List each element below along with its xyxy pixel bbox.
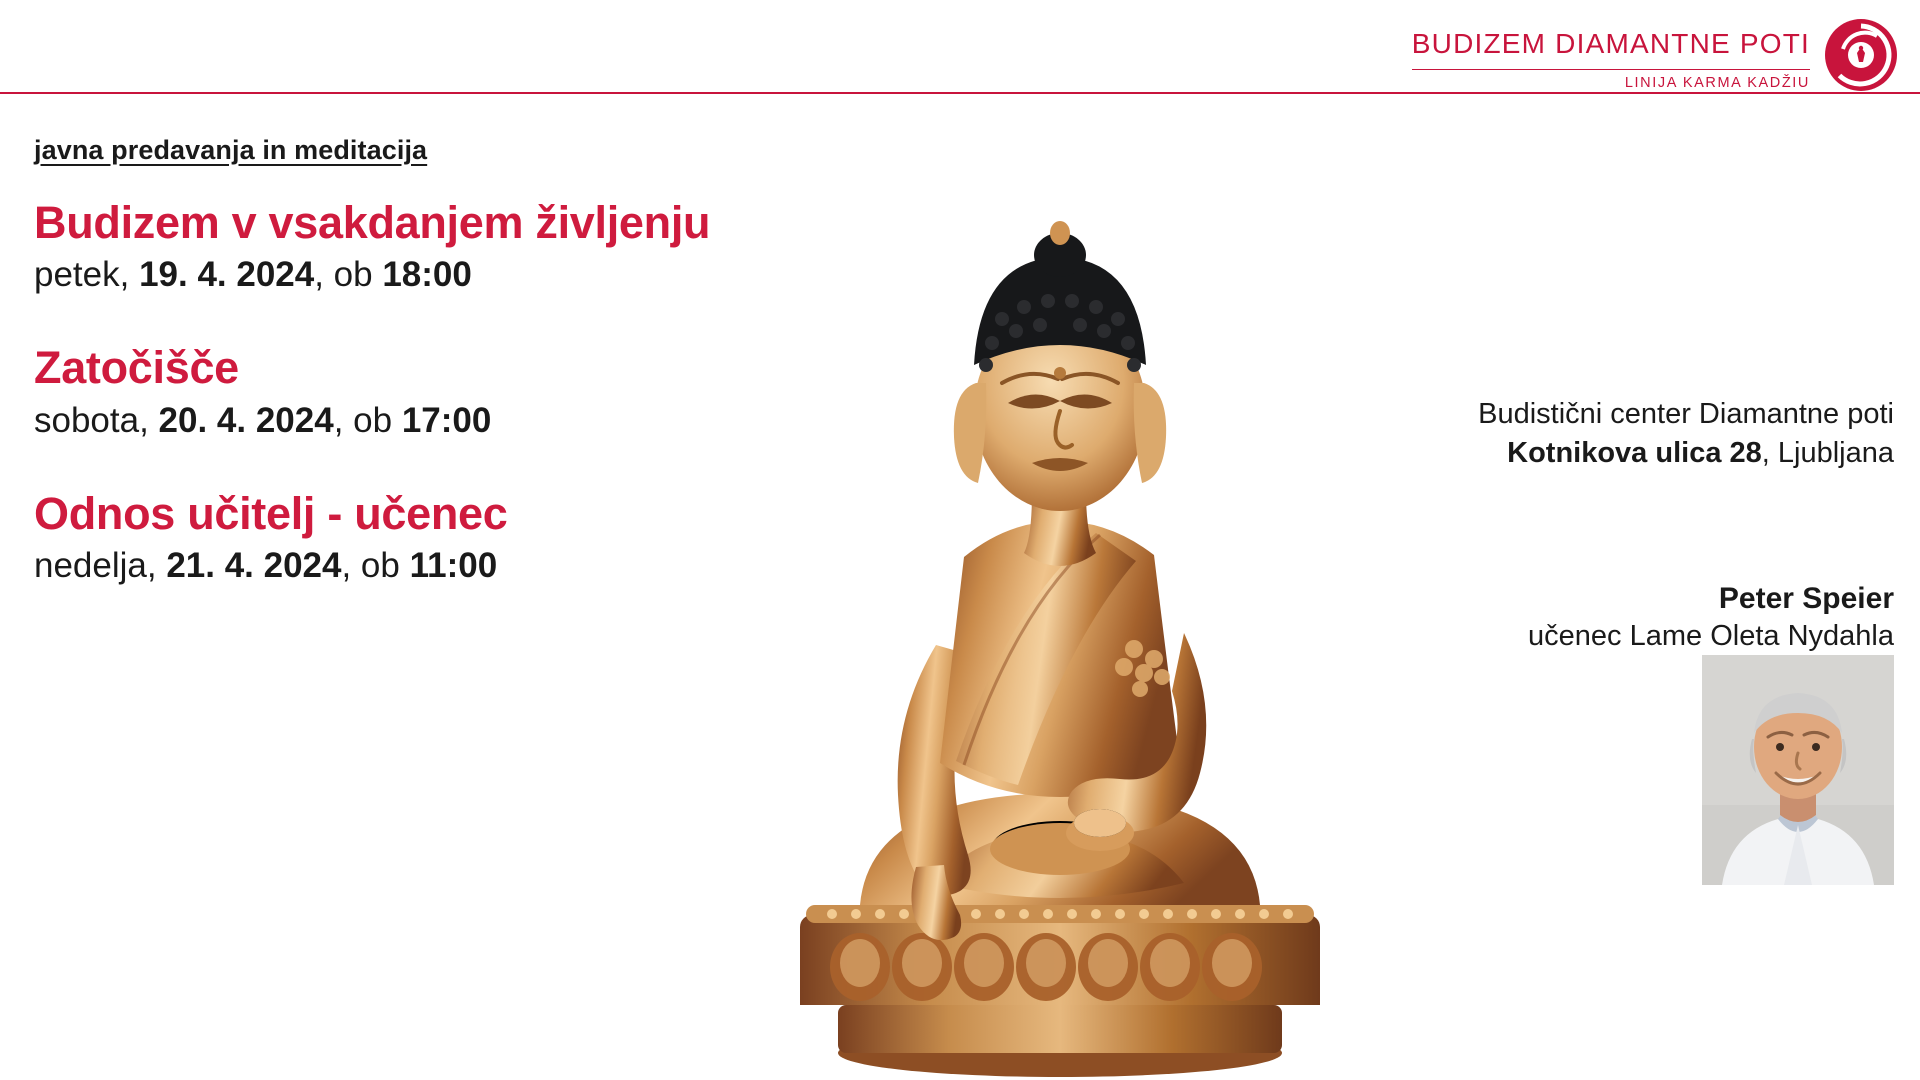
header-divider <box>0 92 1920 94</box>
venue-info <box>1364 395 1894 473</box>
teacher-role: učenec Lame Oleta Nydahla <box>1528 619 1894 652</box>
venue-city: , Ljubljana <box>1761 437 1894 470</box>
event-title: Odnos učitelj - učenec <box>34 487 508 539</box>
event-title: Zatočišče <box>34 342 239 394</box>
page-kicker: javna predavanja in meditacija <box>34 135 428 165</box>
event-date: 21. 4. 2024 <box>166 546 342 586</box>
event-separator: , ob <box>333 400 402 440</box>
event-date: 19. 4. 2024 <box>139 255 315 295</box>
brand-title: BUDIZEM DIAMANTNE POTI <box>1411 28 1810 59</box>
event-separator: , ob <box>341 546 410 586</box>
event-day: sobota, <box>34 400 159 440</box>
event-date: 20. 4. 2024 <box>158 400 334 440</box>
teacher-portrait <box>1702 655 1894 885</box>
event-day: petek, <box>34 255 140 295</box>
brand-header <box>1412 18 1898 92</box>
event-time: 11:00 <box>409 546 498 586</box>
brand-subtitle: LINIJA KARMA KADŽIU <box>1624 75 1810 91</box>
event-time: 18:00 <box>382 255 472 295</box>
teacher-info <box>1364 580 1894 654</box>
venue-name: Budistični center Diamantne poti <box>1478 398 1894 430</box>
event-day: nedelja, <box>34 546 167 586</box>
event-separator: , ob <box>314 255 383 295</box>
teacher-name: Peter Speier <box>1718 582 1894 615</box>
venue-street: Kotnikova ulica 28 <box>1507 437 1762 470</box>
diamond-way-spiral-logo-icon <box>1824 18 1898 92</box>
event-title: Budizem v vsakdanjem življenju <box>34 197 711 248</box>
venue-address <box>1364 434 1894 473</box>
event-time: 17:00 <box>401 400 492 440</box>
brand-divider <box>1412 69 1810 70</box>
buddha-statue-image <box>740 215 1380 1080</box>
brand-text <box>1412 18 1810 91</box>
